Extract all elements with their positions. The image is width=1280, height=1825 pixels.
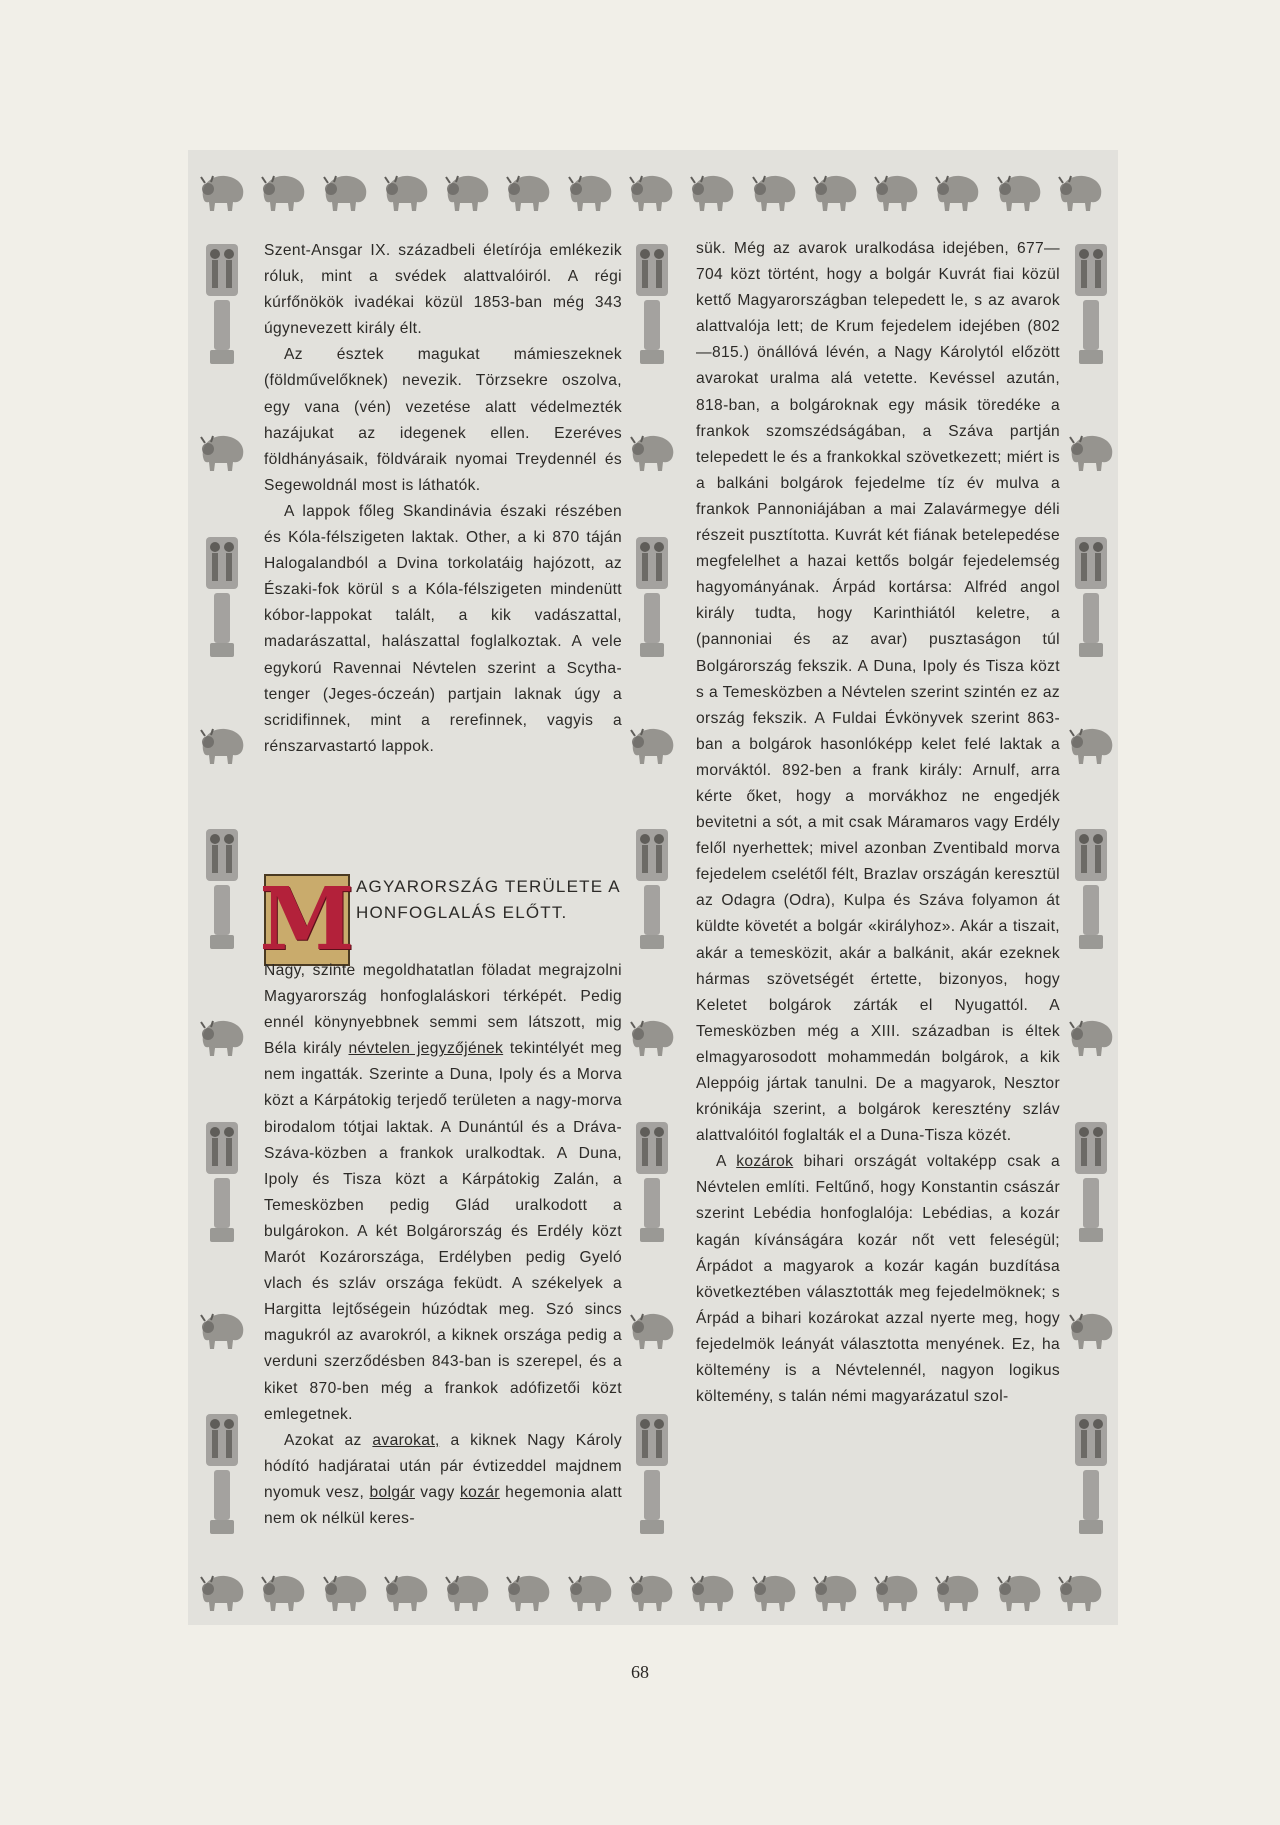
carved-figure-icon <box>1069 533 1113 663</box>
bison-icon <box>747 167 801 215</box>
bison-icon <box>563 1567 617 1615</box>
bison-icon <box>930 167 984 215</box>
bison-icon <box>625 1305 679 1353</box>
carved-figure-icon <box>200 240 244 370</box>
link-kozarok[interactable]: kozárok <box>736 1153 794 1171</box>
bison-icon <box>685 1567 739 1615</box>
bison-icon <box>256 167 310 215</box>
bison-icon <box>992 167 1046 215</box>
bison-icon <box>440 1567 494 1615</box>
carved-figure-icon <box>200 825 244 955</box>
left-ornament-column <box>196 240 248 1540</box>
carved-figure-icon <box>200 533 244 663</box>
link-bolgar[interactable]: bolgár <box>369 1483 415 1501</box>
left-column-top-text <box>264 238 622 760</box>
bison-icon <box>501 167 555 215</box>
bison-icon <box>869 1567 923 1615</box>
text-run: hegemonia alatt nem ok nélkül keres- <box>264 1483 623 1527</box>
carved-figure-icon <box>1069 1118 1113 1248</box>
bison-icon <box>195 1567 249 1615</box>
middle-ornament-column <box>626 240 678 1540</box>
carved-figure-icon <box>630 1410 674 1540</box>
bottom-ornament-border <box>195 1560 1107 1622</box>
bison-icon <box>808 167 862 215</box>
bison-icon <box>379 1567 433 1615</box>
text-run: Nagy, szinte megoldhatatlan föladat megrajzolni Magyarország honfoglaláskori térképét. Pedig ennél könynyebbnek semmi sem látszott, mig Béla király <box>264 962 622 1058</box>
paragraph <box>264 1428 622 1532</box>
carved-figure-icon <box>630 240 674 370</box>
page-number: 68 <box>631 1662 649 1682</box>
carved-figure-icon <box>1069 240 1113 370</box>
paragraph: sük. Még az avarok uralkodása idejében, 677—704 közt történt, hogy a bolgár Kuvrát fiai közül kettő Magyarországban telepedett le, s az avarok alattvalója lett; de Krum fejedelem idejében (802—815.) önállóvá lévén, a Nagy Károlytól előzött avarokat uralma alá vetette. Kevéssel azután, 818-ban, a bolgároknak egy másik töredéke a frankok szomszédságában, a Száva partján telepedett le és a frankokkal szövetkezett; miért is a balkáni bolgárok fejedelme tíz év mulva a frankok Pannoniájában a mai Zalavármegye déli részeit pusztította. Kuvrát két fiának betelepedése megfelelhet a hazai kettős bolgár fejedelemség hagyományának. Árpád kortársa: Alfréd angol király tudta, hogy Karinthiától keletre, a (pannoniai és az avar) pusztaságon túl Bolgárország fekszik. A Duna, Ipoly és Tisza közt s a Temesközben a Névtelen szerint szintén ez az ország fekszik. A Fuldai Évkönyvek szerint 863-ban a bolgárok hasonlóképp kelet felé laktak a morváktól. 892-ben a frank király: Arnulf, arra kérte őket, hogy a morvákhoz ne engedjék bevitetni a sót, a mit csak Máramaros vagy Erdély felől nyerhettek; mivel azonban Zventibald morva fejedelem cselétől félt, Brazlav országán keresztül az Odagra (Odra), Kulpa és Száva folyamon át küldte követét a bolgár «királyhoz». Akár a tiszait, akár a temesközit, akár a balkánit, akár ezeknek hármas szövetségét értette, bizonyos, hogy Keletet bolgárok zárták el Nyugattól. A Temesközben még a XIII. században is éltek elmagyarosodott mohammedán bolgárok, a kik Aleppóig jártak tanulni. De a magyarok, Nesztor krónikája szerint, a bolgárok keresztény szláv alattvalóitól foglalták el a Duna-Tisza közét. <box>696 240 1060 1145</box>
link-avarokat[interactable]: avarokat, <box>372 1431 440 1449</box>
right-column-text <box>696 236 1060 1410</box>
bison-icon <box>501 1567 555 1615</box>
text-run: tekintélyét meg nem ingatták. Szerinte a Duna, Ipoly és a Morva közt a Kárpátokig terjedő területen a nagy-morva birodalom tótjai laktak. A Dunántúl és a Dráva-Száva-közben a frankok uralkodtak. A Duna, Ipoly és Tisza közt a Kárpátokig Zalán, a Temesközben pedig Glád uralkodott a bulgárokon. A két Bolgárország és Erdély közt Marót Kozárországa, Erdélyben pedig Gyeló vlach és szláv országa feküdt. A székelyek a Hargitta lejtőségein húzódtak meg. Szó sincs magukról az avarokról, a kiknek országa pedig a verduni szerződésben 843-ban is szerepel, és a kiket 870-ben még a frankok adófizetői közt emlegetnek. <box>264 1040 622 1423</box>
bison-icon <box>195 427 249 475</box>
bison-icon <box>1064 1305 1118 1353</box>
carved-figure-icon <box>630 825 674 955</box>
left-column-bottom-text <box>264 958 622 1532</box>
bison-icon <box>625 1012 679 1060</box>
carved-figure-icon <box>630 533 674 663</box>
bison-icon <box>808 1567 862 1615</box>
bison-icon <box>195 1305 249 1353</box>
paragraph: Szent-Ansgar IX. századbeli életírója emlékezik róluk, mint a svédek alattvalóiról. A régi kúrfőnökök ivadékai közül 1853-ban még 343 úgynevezett király élt. <box>264 242 622 338</box>
bison-icon <box>563 167 617 215</box>
bison-icon <box>195 167 249 215</box>
bison-icon <box>992 1567 1046 1615</box>
bison-icon <box>1053 167 1107 215</box>
bison-icon <box>379 167 433 215</box>
bison-icon <box>195 1012 249 1060</box>
bison-icon <box>318 1567 372 1615</box>
bison-icon <box>1064 720 1118 768</box>
bison-icon <box>1064 1012 1118 1060</box>
bison-icon <box>624 167 678 215</box>
bison-icon <box>747 1567 801 1615</box>
bison-icon <box>256 1567 310 1615</box>
bison-icon <box>1053 1567 1107 1615</box>
bison-icon <box>625 720 679 768</box>
paragraph <box>264 958 622 1428</box>
text-run: vagy <box>420 1483 455 1501</box>
paragraph: Az észtek magukat mámieszeknek (földművelőknek) nevezik. Törzsekre oszolva, egy vana (vén) vezetése alatt védelmezték hazájukat az idegenek ellen. Ezeréves földhányásaik, földváraik nyomai Treydennél és Segewoldnál most is láthatók. <box>264 346 622 494</box>
carved-figure-icon <box>630 1118 674 1248</box>
carved-figure-icon <box>200 1410 244 1540</box>
section-heading: AGYARORSZÁG TERÜLETE A HONFOGLALÁS ELŐTT. <box>356 877 620 922</box>
bison-icon <box>685 167 739 215</box>
paragraph: A lappok főleg Skandinávia északi részében és Kóla-félszigeten laktak. Other, a ki 870 táján Halogalandból a Dvina torkolatáig hajózott, az Északi-fok körül s a Kóla-félszigeten mindenütt kóbor-lappokat talált, a kik vadászattal, madarászattal, halászattal foglalkoztak. A vele egykorú Ravennai Névtelen szerint a Scytha-tenger (Jeges-óczeán) partjain laknak úgy a scridifinnek, mint a rerefinnek, vagyis a rénszarvastartó lappok. <box>264 502 622 755</box>
text-run: Azokat az <box>284 1431 362 1449</box>
carved-figure-icon <box>1069 1410 1113 1540</box>
bison-icon <box>440 167 494 215</box>
link-kozar[interactable]: kozár <box>459 1483 500 1501</box>
section-heading-block <box>259 869 622 970</box>
carved-figure-icon <box>200 1118 244 1248</box>
text-run: a kiknek Nagy Károly hódító hadjáratai után pár évtizeddel majdnem nyomuk vesz, <box>264 1431 623 1501</box>
carved-figure-icon <box>1069 825 1113 955</box>
bison-icon <box>869 167 923 215</box>
bison-icon <box>624 1567 678 1615</box>
right-ornament-column <box>1065 240 1117 1540</box>
text-run: bihari országát voltaképp csak a Névtelen említi. Feltűnő, hogy Konstantin császár szerint Lebédia honfoglalója: Lebédias, a kozár kagán kívánságára kozár nőt vett feleségül; Árpádot a magyarok a kozár kagán buzdítása következtében választották meg fejedelmöknek; s Árpád a bihari kozárokat azzal nyerte meg, hogy fejedelmök leányát választotta menyének. Ez, ha költemény is a Névtelennél, nagyon logikus költemény, s talán némi magyarázatul szol- <box>696 1153 1061 1406</box>
initial-letter: M <box>259 869 355 970</box>
text-run: A <box>716 1153 726 1171</box>
bison-icon <box>195 720 249 768</box>
bison-icon <box>318 167 372 215</box>
link-nevtelen-jegyzo[interactable]: névtelen jegyzőjének <box>348 1040 504 1058</box>
top-ornament-border <box>195 160 1107 222</box>
illuminated-initial <box>259 869 355 970</box>
bison-icon <box>1064 427 1118 475</box>
bison-icon <box>625 427 679 475</box>
bison-icon <box>930 1567 984 1615</box>
paragraph <box>696 1149 1060 1410</box>
